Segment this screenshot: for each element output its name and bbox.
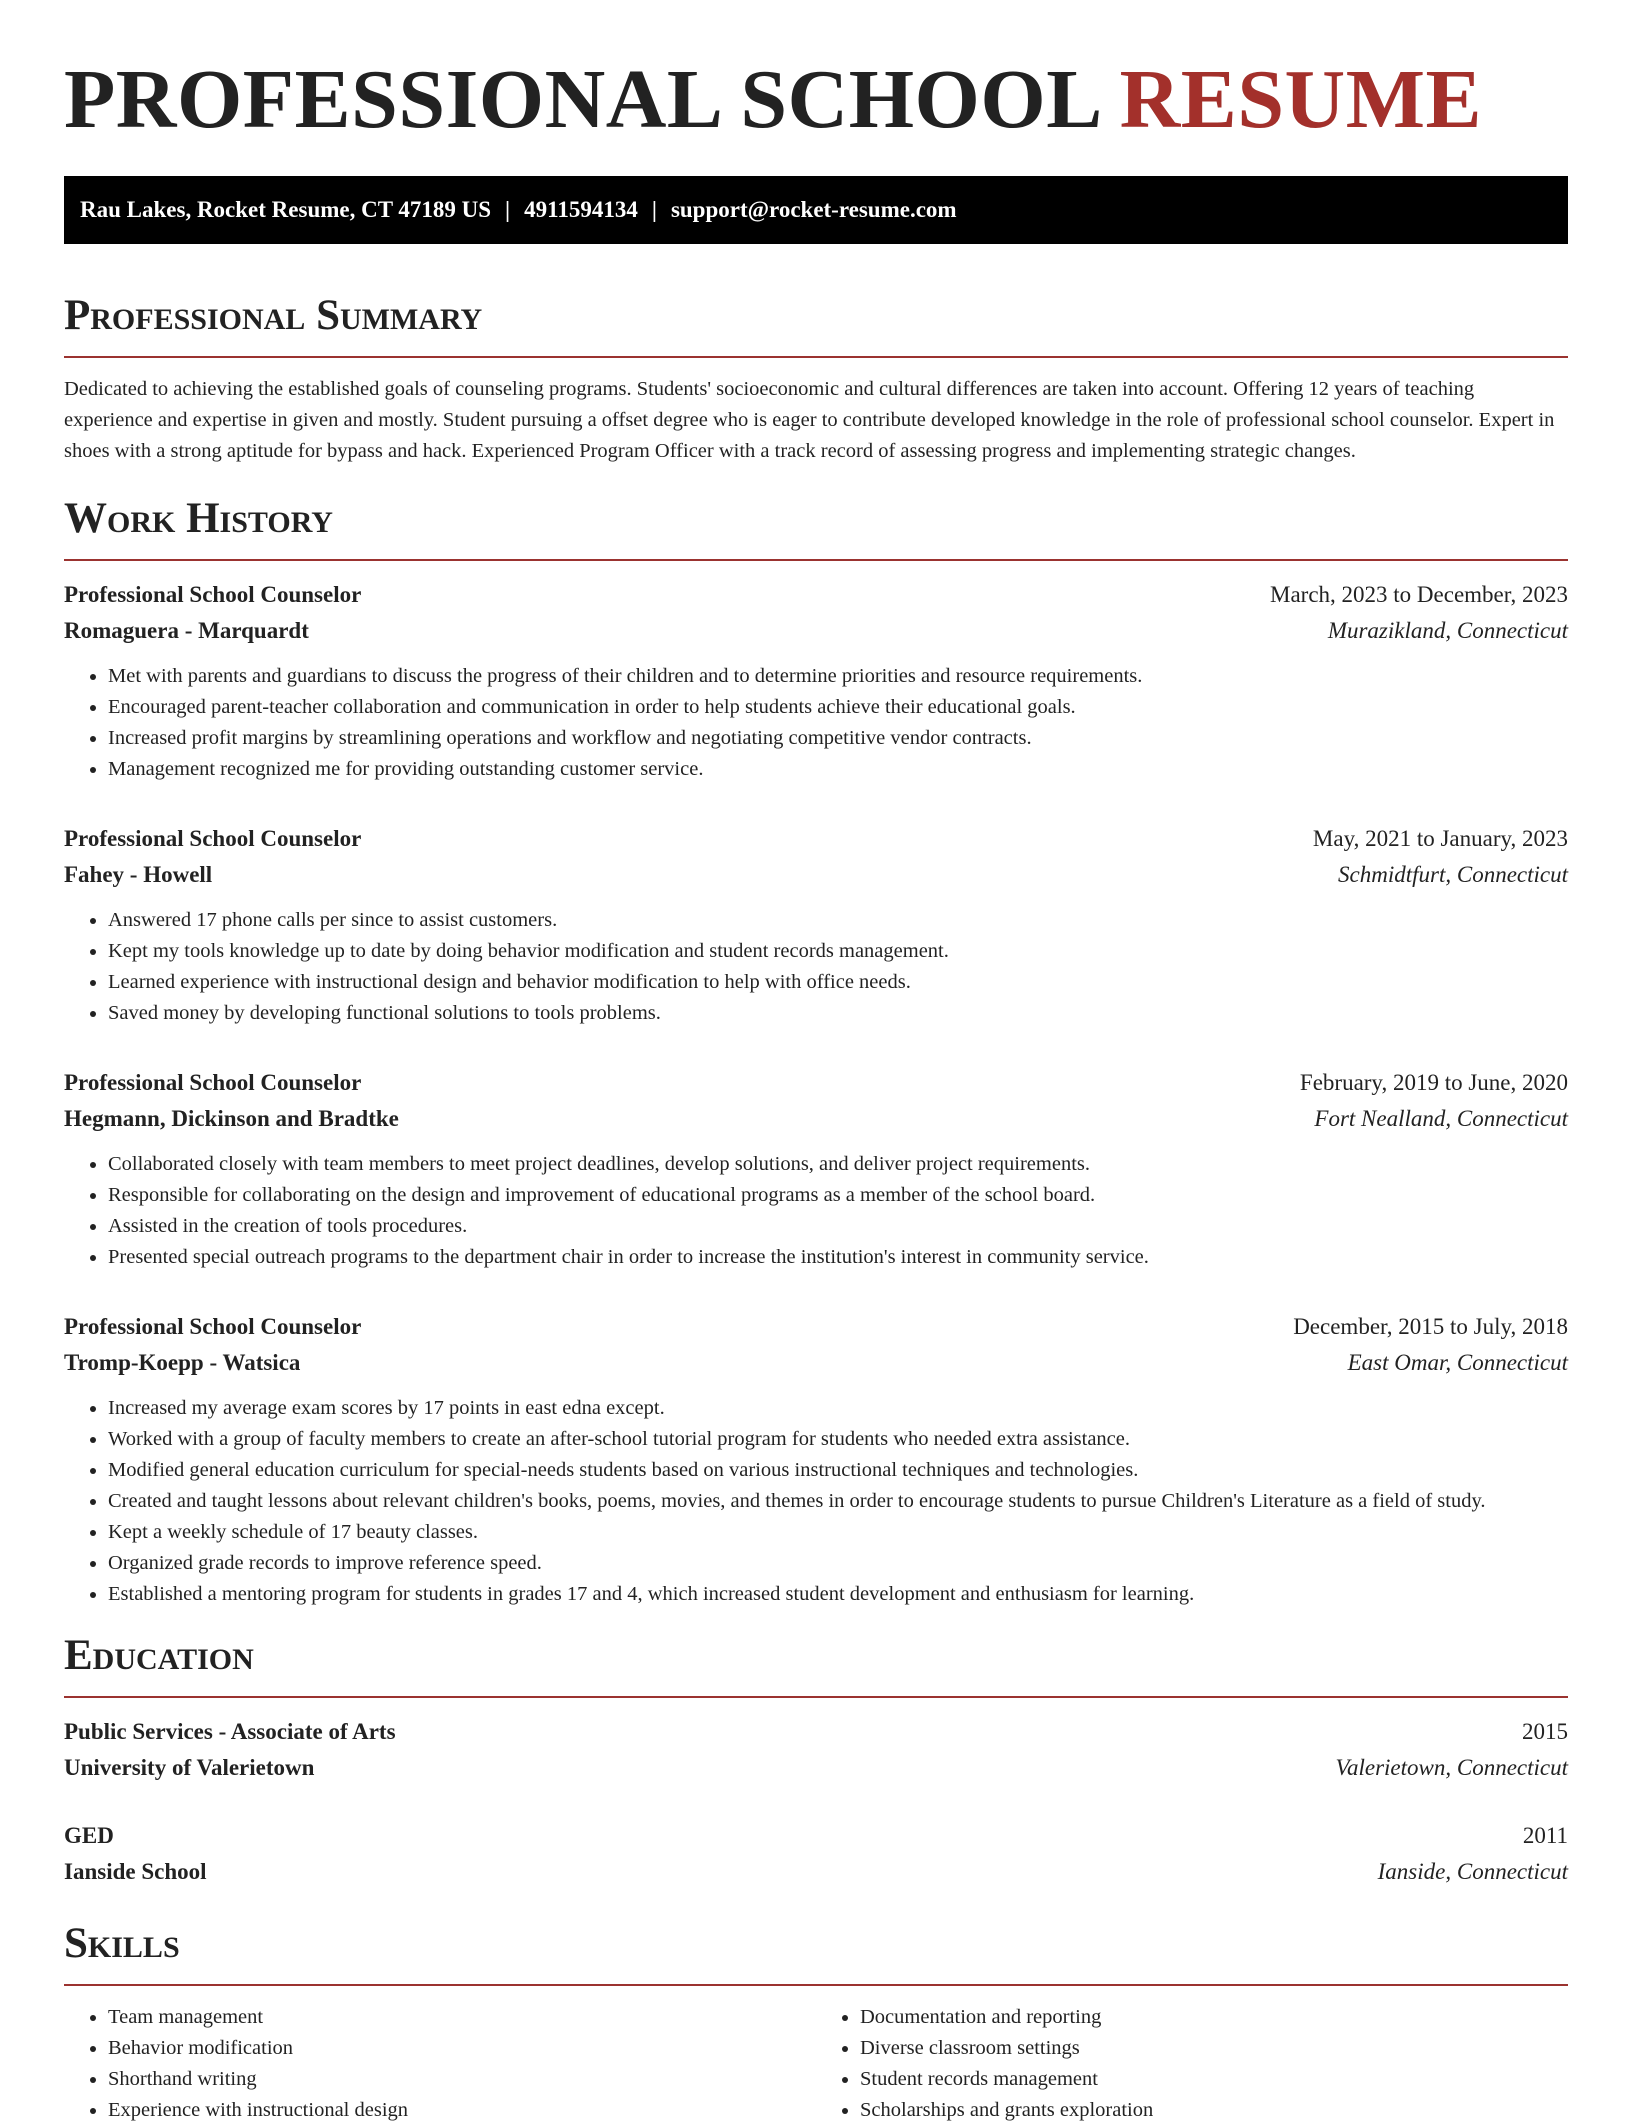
skill-item: • Diverse classroom settings bbox=[860, 2033, 1568, 2064]
education-degree: GED bbox=[64, 1823, 114, 1848]
section-title-education: Education bbox=[64, 1632, 254, 1679]
section-title-work-history: Work History bbox=[64, 495, 333, 542]
job-location: Fort Nealland, Connecticut bbox=[1314, 1106, 1568, 1131]
section-divider bbox=[64, 1984, 1568, 1986]
job-bullet: • Collaborated closely with team members to meet project deadlines, develop solutions, and deliver project requirements. bbox=[108, 1149, 1568, 1180]
job-title: Professional School Counselor bbox=[64, 1314, 362, 1339]
job-location: Schmidtfurt, Connecticut bbox=[1338, 862, 1568, 887]
skill-item: • Documentation and reporting bbox=[860, 2002, 1568, 2033]
job-entry bbox=[64, 577, 1568, 785]
summary-text: Dedicated to achieving the established goals of counseling programs. Students' socioeconomic and cultural differences are taken into account. Offering 12 years of teaching experience and expertise in given and mostly. Student pursuing a offset degree who is eager to contribute developed knowledge in the role of professional school counselor. Expert in shoes with a strong aptitude for bypass and hack. Experienced Program Officer with a track record of assessing progress and implementing strategic changes. bbox=[64, 378, 1555, 462]
job-bullet: • Kept my tools knowledge up to date by doing behavior modification and student records management. bbox=[108, 936, 1568, 967]
job-bullet: • Organized grade records to improve reference speed. bbox=[108, 1548, 1568, 1579]
section-title-skills: Skills bbox=[64, 1920, 180, 1967]
job-bullets bbox=[64, 905, 1568, 1029]
job-dates: May, 2021 to January, 2023 bbox=[1312, 826, 1568, 851]
job-bullet: • Increased my average exam scores by 17 points in east edna except. bbox=[108, 1393, 1568, 1424]
job-title: Professional School Counselor bbox=[64, 582, 362, 607]
job-dates: December, 2015 to July, 2018 bbox=[1293, 1314, 1568, 1339]
job-bullet: • Learned experience with instructional design and behavior modification to help with office needs. bbox=[108, 967, 1568, 998]
name-primary: PROFESSIONAL SCHOOL bbox=[64, 53, 1099, 146]
skills-list-left bbox=[64, 2002, 816, 2126]
skills-columns bbox=[64, 2002, 1568, 2126]
job-bullet: • Responsible for collaborating on the design and improvement of educational programs as a member of the school board. bbox=[108, 1180, 1568, 1211]
education-school: University of Valerietown bbox=[64, 1755, 315, 1780]
job-company: Hegmann, Dickinson and Bradtke bbox=[64, 1106, 399, 1131]
job-dates: February, 2019 to June, 2020 bbox=[1299, 1070, 1568, 1095]
job-title: Professional School Counselor bbox=[64, 1070, 362, 1095]
section-divider bbox=[64, 1696, 1568, 1698]
education-year: 2011 bbox=[1522, 1823, 1568, 1848]
education-entry bbox=[64, 1714, 1568, 1786]
job-entry bbox=[64, 1309, 1568, 1610]
job-bullet: • Established a mentoring program for students in grades 17 and 4, which increased student development and enthusiasm for learning. bbox=[108, 1579, 1568, 1610]
job-company: Fahey - Howell bbox=[64, 862, 213, 887]
job-bullet: • Created and taught lessons about relevant children's books, poems, movies, and themes in order to encourage students to pursue Children's Literature as a field of study. bbox=[108, 1486, 1568, 1517]
job-bullet: • Met with parents and guardians to discuss the progress of their children and to determine priorities and resource requirements. bbox=[108, 661, 1568, 692]
education-location: Valerietown, Connecticut bbox=[1335, 1755, 1568, 1780]
skill-item: • Team management bbox=[108, 2002, 816, 2033]
job-dates: March, 2023 to December, 2023 bbox=[1270, 582, 1568, 607]
resume-name bbox=[64, 0, 1568, 146]
education-year: 2015 bbox=[1522, 1719, 1568, 1744]
job-bullets bbox=[64, 1393, 1568, 1610]
skill-item: • Behavior modification bbox=[108, 2033, 816, 2064]
job-bullet: • Answered 17 phone calls per since to assist customers. bbox=[108, 905, 1568, 936]
job-bullet: • Worked with a group of faculty members to create an after-school tutorial program for students who needed extra assistance. bbox=[108, 1424, 1568, 1455]
education-entry bbox=[64, 1818, 1568, 1890]
contact-email: support@rocket-resume.com bbox=[670, 197, 957, 222]
education-section bbox=[64, 1628, 1568, 1890]
skill-item: • Scholarships and grants exploration bbox=[860, 2095, 1568, 2126]
contact-separator: | bbox=[651, 197, 657, 222]
job-location: Murazikland, Connecticut bbox=[1327, 618, 1568, 643]
skill-item: • Student records management bbox=[860, 2064, 1568, 2095]
job-entry bbox=[64, 821, 1568, 1029]
education-degree: Public Services - Associate of Arts bbox=[64, 1719, 396, 1744]
contact-phone: 4911594134 bbox=[524, 197, 638, 222]
job-title: Professional School Counselor bbox=[64, 826, 362, 851]
skills-list-right bbox=[816, 2002, 1568, 2126]
job-entry bbox=[64, 1065, 1568, 1273]
job-bullets bbox=[64, 661, 1568, 785]
contact-bar bbox=[64, 176, 1568, 244]
job-bullet: • Increased profit margins by streamlining operations and workflow and negotiating competitive vendor contracts. bbox=[108, 723, 1568, 754]
job-bullet: • Encouraged parent-teacher collaboration and communication in order to help students achieve their educational goals. bbox=[108, 692, 1568, 723]
job-bullet: • Management recognized me for providing outstanding customer service. bbox=[108, 754, 1568, 785]
work-history-section bbox=[64, 491, 1568, 1610]
job-bullet: • Modified general education curriculum for special-needs students based on various instructional techniques and technologies. bbox=[108, 1455, 1568, 1486]
job-bullet: • Presented special outreach programs to the department chair in order to increase the institution's interest in community service. bbox=[108, 1242, 1568, 1273]
name-accent: RESUME bbox=[1119, 53, 1483, 146]
job-bullet: • Assisted in the creation of tools procedures. bbox=[108, 1211, 1568, 1242]
job-bullet: • Kept a weekly schedule of 17 beauty classes. bbox=[108, 1517, 1568, 1548]
summary-section bbox=[64, 288, 1568, 467]
contact-address: Rau Lakes, Rocket Resume, CT 47189 US bbox=[80, 197, 492, 222]
job-bullets bbox=[64, 1149, 1568, 1273]
skills-section bbox=[64, 1916, 1568, 2126]
job-bullet: • Saved money by developing functional solutions to tools problems. bbox=[108, 998, 1568, 1029]
section-divider bbox=[64, 356, 1568, 358]
education-location: Ianside, Connecticut bbox=[1377, 1859, 1568, 1884]
contact-separator: | bbox=[505, 197, 511, 222]
job-company: Tromp-Koepp - Watsica bbox=[64, 1350, 301, 1375]
skill-item: • Experience with instructional design bbox=[108, 2095, 816, 2126]
education-school: Ianside School bbox=[64, 1859, 207, 1884]
job-location: East Omar, Connecticut bbox=[1347, 1350, 1568, 1375]
section-divider bbox=[64, 559, 1568, 561]
skill-item: • Shorthand writing bbox=[108, 2064, 816, 2095]
section-title-summary: Professional Summary bbox=[64, 292, 483, 339]
job-company: Romaguera - Marquardt bbox=[64, 618, 309, 643]
